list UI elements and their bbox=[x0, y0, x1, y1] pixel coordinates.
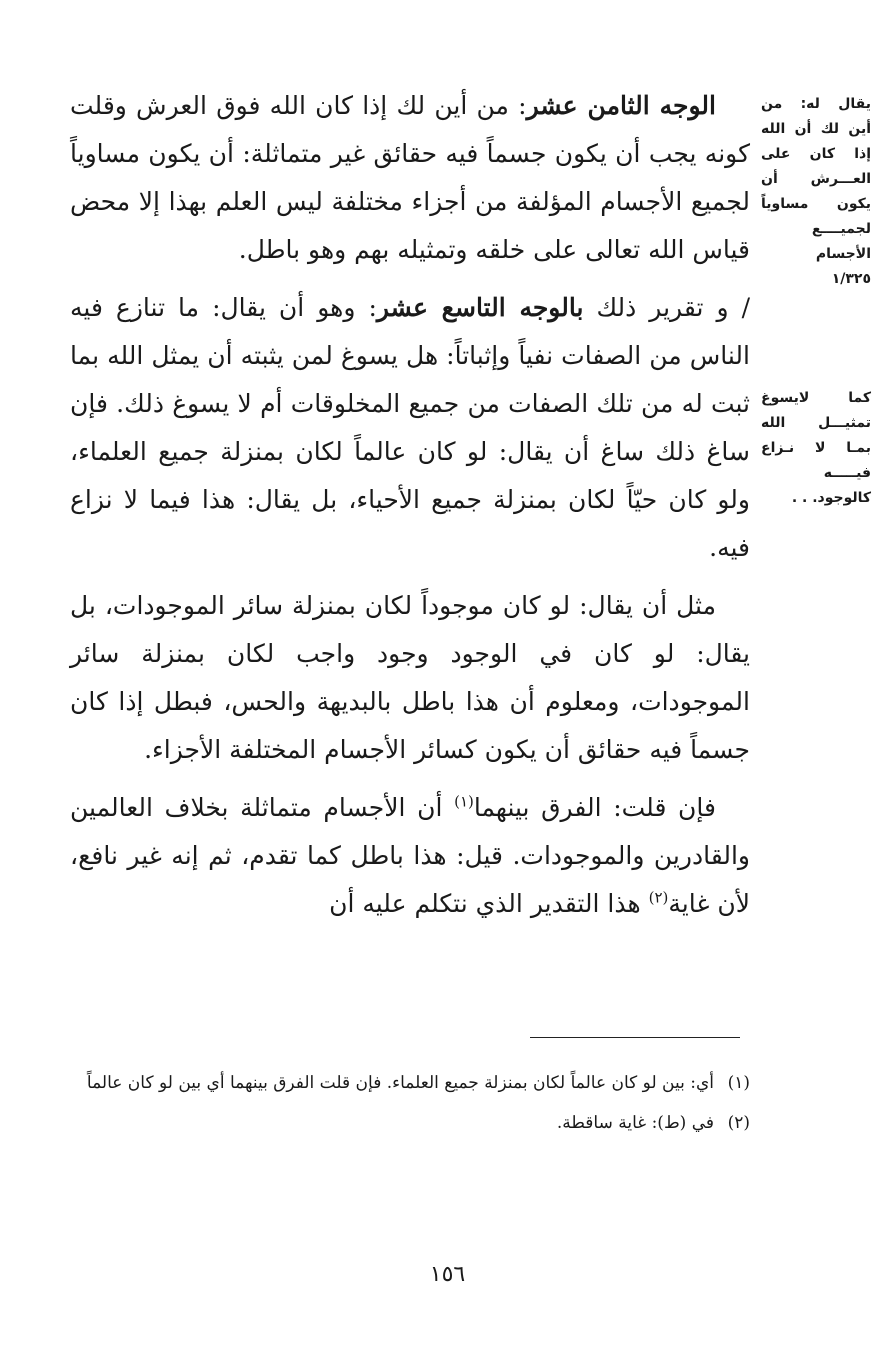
margin-note-2 bbox=[761, 386, 871, 511]
margin-note-text: يقال له: من أين لك أن الله إذا كان على العـــرش أن يكون مساوياً لجميــــع الأجسام bbox=[761, 96, 871, 262]
page-number: ١٥٦ bbox=[429, 1262, 466, 1287]
footnote-1 bbox=[70, 1068, 750, 1098]
footnote-text: في (ط): غاية ساقطة. bbox=[556, 1113, 714, 1133]
section-heading: الوجه الثامن عشر bbox=[526, 91, 716, 120]
paragraph-3 bbox=[70, 582, 750, 774]
footnote-number: (٢) bbox=[727, 1113, 750, 1133]
footnote-text: أي: بين لو كان عالماً لكان بمنزلة جميع العلماء. فإن قلت الفرق بينهما أي بين لو كان عالماً bbox=[86, 1073, 714, 1093]
paragraph-text: هذا التقدير الذي نتكلم عليه أن bbox=[329, 889, 649, 918]
paragraph-2 bbox=[70, 284, 750, 572]
paragraph-text: : من أين لك إذا كان الله فوق العرش وقلت كونه يجب أن يكون جسماً فيه حقائق غير متماثلة: أن يكون مساوياً لجميع الأجسام المؤلفة من أجزاء مختلفة ليس العلم بهذا إلا محض قياس الله تعالى على خلقه وتمثيله بهم وهو باطل. bbox=[70, 91, 750, 264]
paragraph-text: : وهو أن يقال: ما تنازع فيه الناس من الصفات نفياً وإثباتاً: هل يسوغ لمن يثبته أن يمثل الله بما ثبت له من تلك الصفات من جميع المخلوقات أم لا يسوغ ذلك. فإن ساغ ذلك ساغ أن يقال: لو كان عالماً لكان بمنزلة جميع العلماء، ولو كان حيّاً لكان بمنزلة جميع الأحياء، بل يقال: هذا فيما لا نزاع فيه. bbox=[70, 293, 750, 562]
paragraph-text: مثل أن يقال: لو كان موجوداً لكان بمنزلة سائر الموجودات، بل يقال: لو كان في الوجود وجود واجب لكان بمنزلة سائر الموجودات، ومعلوم أن هذا باطل بالبديهة والحس، فبطل إذا كان جسماً فيه حقائق أن يكون كسائر الأجسام المختلفة الأجزاء. bbox=[70, 591, 750, 764]
margin-note-1 bbox=[761, 92, 871, 292]
footnote-divider bbox=[530, 1037, 740, 1038]
paragraph-prefix: / و تقرير ذلك bbox=[583, 293, 750, 322]
paragraph-text: فإن قلت: الفرق بينهما bbox=[473, 793, 716, 822]
footnote-number: (١) bbox=[727, 1073, 750, 1093]
footnote-ref-1[interactable]: (١) bbox=[454, 792, 474, 811]
paragraph-1 bbox=[70, 82, 750, 274]
main-text bbox=[70, 82, 750, 928]
paragraph-text: أن الأجسام متماثلة بخلاف العالمين والقادرين والموجودات. قيل: هذا باطل كما تقدم، ثم إنه غير نافع، لأن غاية bbox=[70, 793, 750, 918]
margin-page-reference: ١/٣٢٥ bbox=[831, 271, 871, 287]
footnotes bbox=[70, 1068, 750, 1148]
footnote-ref-2[interactable]: (٢) bbox=[648, 888, 669, 907]
paragraph-4 bbox=[70, 784, 750, 928]
section-heading: بالوجه التاسع عشر bbox=[376, 293, 584, 322]
margin-note-text: كما لايسوغ تمثيـــل الله بمـا لا نـزاع فيـــــه كالوجود. . . bbox=[761, 390, 871, 506]
footnote-2 bbox=[70, 1108, 750, 1138]
